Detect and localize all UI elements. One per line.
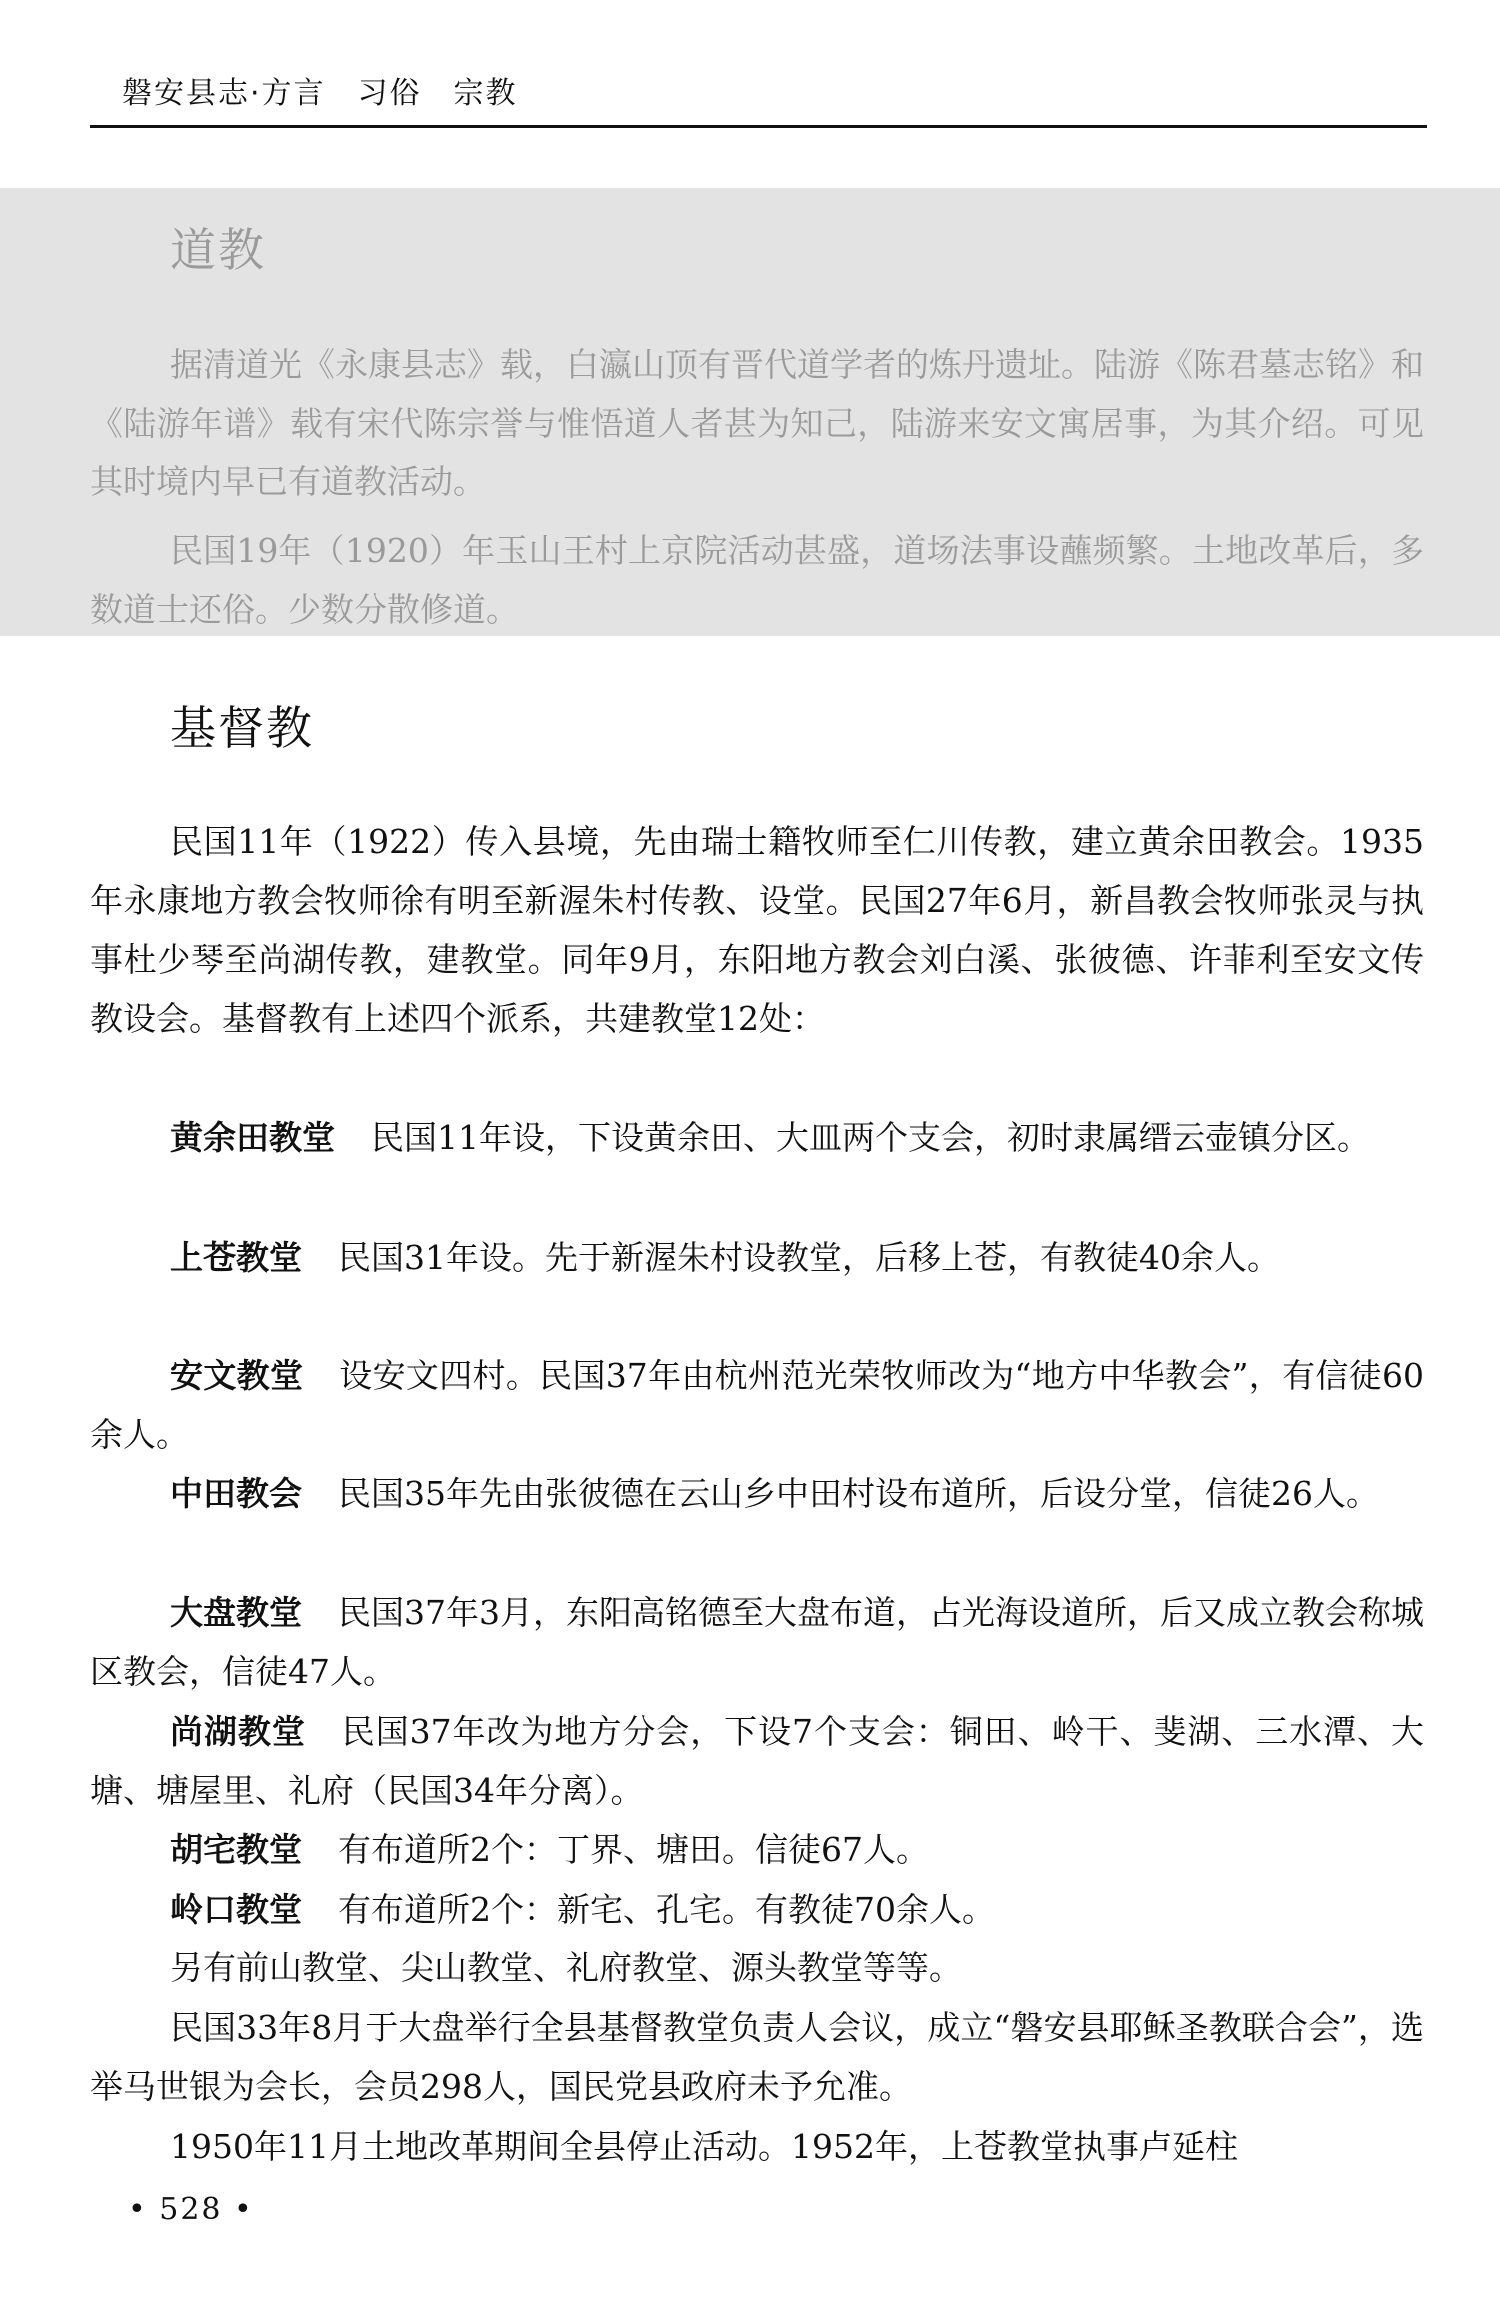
church-name: 岭口教堂 — [170, 1890, 302, 1929]
church-name: 黄余田教堂 — [170, 1118, 335, 1157]
church-description: 民国11年设，下设黄余田、大皿两个支会，初时隶属缙云壶镇分区。 — [371, 1118, 1370, 1157]
daoism-title: 道教 — [170, 223, 266, 277]
church-entry — [90, 1346, 1424, 1464]
church-entry — [90, 1880, 1424, 1939]
church-entry — [90, 1583, 1424, 1701]
church-name: 胡宅教堂 — [170, 1830, 302, 1869]
daoism-paragraph-2: 民国19年（1920）年玉山王村上京院活动甚盛，道场法事设蘸频繁。土地改革后，多数道士还俗。少数分散修道。 — [90, 531, 1424, 629]
header-rule — [90, 125, 1427, 128]
church-description: 民国37年改为地方分会，下设7个支会：铜田、岭干、斐湖、三水潭、大塘、塘屋里、礼府（民国34年分离）。 — [90, 1712, 1424, 1810]
running-header: 磐安县志·方言 习俗 宗教 — [122, 76, 518, 111]
church-name: 中田教会 — [170, 1474, 302, 1513]
daoism-paragraph-1: 据清道光《永康县志》载，白瀛山顶有晋代道学者的炼丹遗址。陆游《陈君墓志铭》和《陆游年谱》载有宋代陈宗誉与惟悟道人者甚为知己，陆游来安文寓居事，为其介绍。可见其时境内早已有道教活动。 — [90, 345, 1424, 501]
daoism-section — [0, 188, 1500, 636]
closing-paragraph: 1950年11月土地改革期间全县停止活动。1952年，上苍教堂执事卢延柱 — [170, 2127, 1238, 2166]
church-name: 大盘教堂 — [170, 1593, 302, 1632]
page-number: • 528 • — [128, 2192, 254, 2227]
church-description: 有布道所2个：新宅、孔宅。有教徒70余人。 — [338, 1890, 995, 1929]
church-description: 民国35年先由张彼德在云山乡中田村设布道所，后设分堂，信徒26人。 — [338, 1474, 1379, 1513]
church-entry — [90, 1108, 1424, 1167]
church-name: 尚湖教堂 — [170, 1712, 306, 1751]
church-description: 民国31年设。先于新渥朱村设教堂，后移上苍，有教徒40余人。 — [338, 1238, 1280, 1277]
church-description: 设安文四村。民国37年由杭州范光荣牧师改为“地方中华教会”，有信徒60余人。 — [90, 1356, 1425, 1454]
other-churches: 另有前山教堂、尖山教堂、礼府教堂、源头教堂等等。 — [170, 1948, 962, 1987]
church-entry — [90, 1464, 1424, 1523]
church-entry — [90, 1228, 1424, 1287]
church-name: 安文教堂 — [170, 1356, 304, 1395]
union-meeting-paragraph: 民国33年8月于大盘举行全县基督教堂负责人会议，成立“磐安县耶稣圣教联合会”，选举马世银为会长，会员298人，国民党县政府未予允准。 — [90, 2008, 1424, 2106]
christianity-title: 基督教 — [170, 701, 314, 755]
church-name: 上苍教堂 — [170, 1238, 302, 1277]
church-entry — [90, 1820, 1424, 1879]
church-entry — [90, 1702, 1424, 1820]
christianity-intro: 民国11年（1922）传入县境，先由瑞士籍牧师至仁川传教，建立黄余田教会。1935年永康地方教会牧师徐有明至新渥朱村传教、设堂。民国27年6月，新昌教会牧师张灵与执事杜少琴至尚湖传教，建教堂。同年9月，东阳地方教会刘白溪、张彼德、许菲利至安文传教设会。基督教有上述四个派系，共建教堂12处： — [90, 822, 1424, 1038]
church-description: 有布道所2个：丁界、塘田。信徒67人。 — [338, 1830, 929, 1869]
church-description: 民国37年3月，东阳高铭德至大盘布道，占光海设道所，后又成立教会称城区教会，信徒47人。 — [90, 1593, 1424, 1691]
